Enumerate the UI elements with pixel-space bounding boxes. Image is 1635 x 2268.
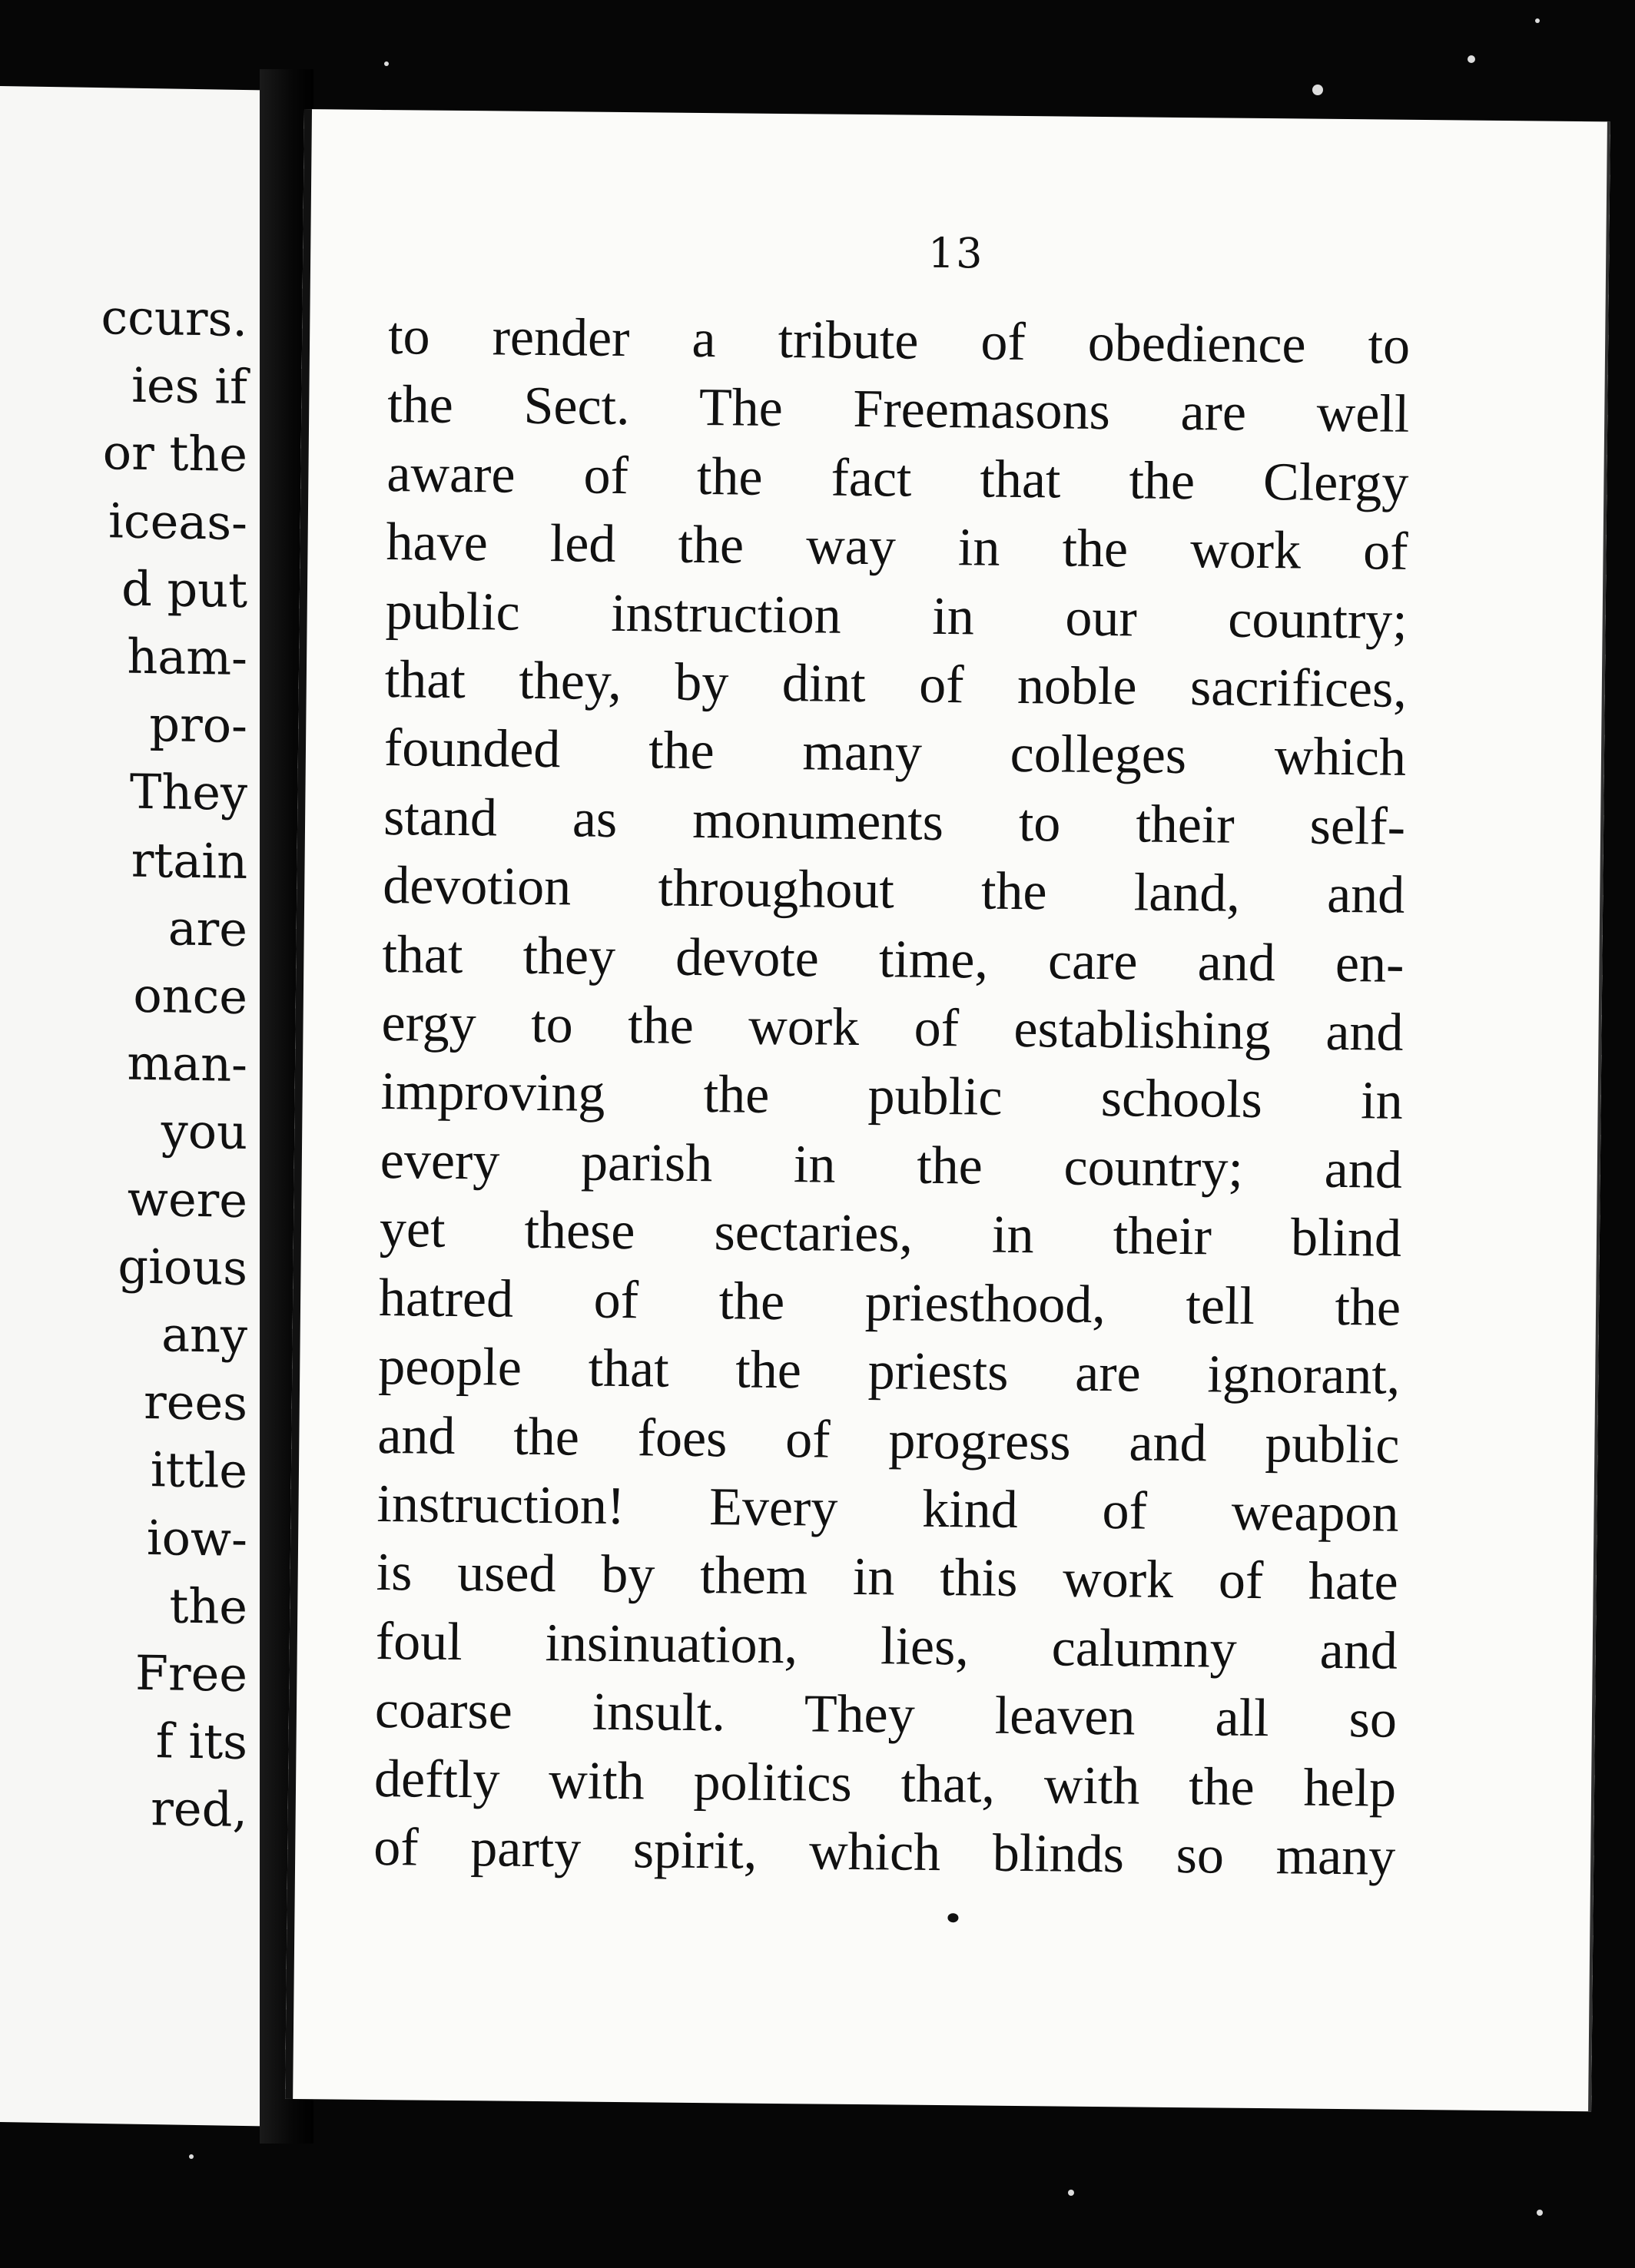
left-line: They	[129, 764, 247, 822]
left-line: once	[133, 967, 247, 1026]
scan-speck	[1312, 85, 1323, 95]
left-line: were	[127, 1170, 247, 1228]
left-line: rtain	[131, 831, 247, 890]
left-line: or the	[102, 424, 247, 483]
body-text	[373, 302, 1411, 1892]
left-line: rees	[144, 1374, 247, 1432]
left-line: ham-	[127, 628, 247, 687]
text-line: people that the priests are ignorant,	[377, 1337, 1401, 1406]
left-line: the	[169, 1577, 247, 1635]
text-line: that they, by dint of noble sacrifices,	[384, 650, 1408, 719]
text-line: that they devote time, care and en-	[382, 924, 1405, 994]
text-line: aware of the fact that the Clergy	[386, 443, 1409, 513]
text-line: public instruction in our country;	[385, 581, 1408, 651]
text-line: have led the way in the work of	[386, 512, 1408, 582]
text-line: hatred of the priesthood, tell the	[378, 1268, 1401, 1338]
text-line: founded the many colleges which	[383, 718, 1407, 788]
right-page	[285, 109, 1610, 2111]
left-line: gious	[118, 1238, 247, 1296]
left-line: man-	[127, 1034, 247, 1093]
text-line: is used by them in this work of hate	[376, 1543, 1399, 1613]
left-line: any	[161, 1306, 247, 1364]
left-line: pro-	[149, 696, 247, 754]
scan-speck	[189, 2154, 194, 2159]
ink-speck	[947, 1913, 958, 1922]
text-line: of party spirit, which blinds so many	[373, 1817, 1396, 1887]
left-line: you	[161, 1102, 247, 1161]
left-line: iceas-	[108, 492, 247, 551]
text-line: instruction! Every kind of weapon	[376, 1474, 1399, 1544]
left-page	[0, 86, 261, 2126]
text-line: foul insinuation, lies, calumny and	[375, 1611, 1398, 1681]
text-line: the Sect. The Freemasons are well	[386, 375, 1410, 445]
scan-speck	[1468, 55, 1475, 63]
left-line: iow-	[146, 1509, 247, 1567]
left-line: ccurs.	[101, 289, 247, 348]
text-line: improving the public schools in	[380, 1062, 1404, 1132]
text-line: and the foes of progress and public	[377, 1405, 1400, 1475]
left-line: are	[167, 900, 247, 957]
left-line: d put	[121, 560, 247, 618]
text-line: devotion throughout the land, and	[382, 856, 1405, 926]
scan-speck	[1068, 2190, 1074, 2196]
left-page-text	[101, 284, 247, 1845]
left-line: Free	[134, 1644, 247, 1703]
text-line: deftly with politics that, with the help	[373, 1749, 1397, 1819]
text-line: ergy to the work of establishing and	[381, 993, 1404, 1063]
scan-speck	[384, 61, 389, 66]
left-line: red,	[151, 1780, 247, 1839]
left-line: ittle	[150, 1441, 247, 1500]
scan-speck	[1535, 18, 1540, 23]
text-line: yet these sectaries, in their blind	[379, 1199, 1402, 1269]
scan-speck	[1537, 2210, 1543, 2216]
left-line: ies if	[131, 356, 247, 416]
text-line: every parish in the country; and	[380, 1130, 1403, 1200]
page-number: 13	[927, 228, 984, 278]
text-line: coarse insult. They leaven all so	[374, 1680, 1398, 1749]
text-line: stand as monuments to their self-	[383, 787, 1406, 857]
left-line: f its	[155, 1713, 247, 1771]
text-line: to render a tribute of obedience to	[387, 307, 1411, 376]
